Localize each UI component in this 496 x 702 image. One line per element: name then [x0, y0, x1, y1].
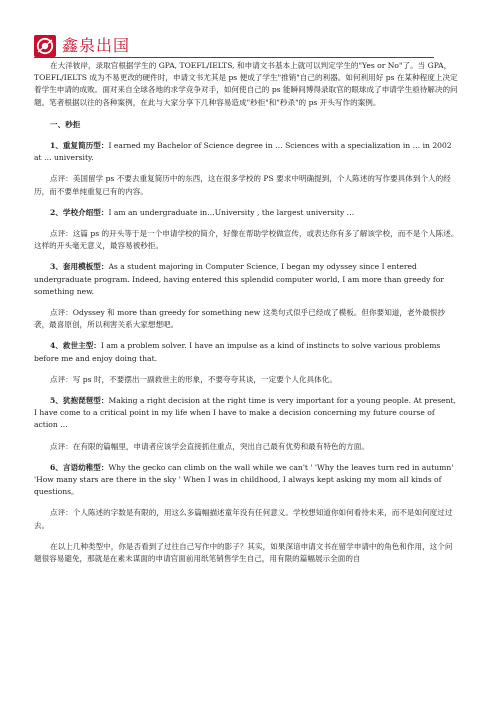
- article-body: [34, 60, 460, 565]
- comment-item-1: 点评：美国留学 ps 不要去重复简历中的东西，这在很多学校的 PS 要求中明确提到，个人陈述的写作要具体到个人的经历，而不要单纯重复已有的内容。: [34, 174, 451, 196]
- item-example: I am a problem solver. I have an impulse as a kind of instincts to solve various problems before me and enjoy doing that.: [34, 341, 441, 363]
- example-item-2: [34, 207, 460, 219]
- item-example: Why the gecko can climb on the wall while we can't ' 'Why the leaves turn red in autumn' 'How many stars are there in the sky ' When I was in childhood, I always kept asking my mom all kinds of questions。: [34, 462, 454, 497]
- item-label: 5、犹抱琵琶型：: [50, 396, 109, 406]
- item-label: 1、重复简历型：: [50, 141, 109, 151]
- example-item-4: [34, 340, 460, 364]
- comment-item-5: 点评：在有限的篇幅里，申请者应该学会直接抓住重点，突出自己最有优势和最有特色的方面。: [50, 441, 369, 451]
- circular-seal-logo-icon: [34, 35, 56, 57]
- item-example: Making a right decision at the right time is very important for a young people. At present, I have come to a critical point in my life when I have to make a decision concerning my future course of action …: [34, 396, 456, 430]
- example-item-3: [34, 261, 460, 298]
- intro-paragraph: 在大洋彼岸，录取官根据学生的 GPA, TOEFL/IELTS, 和申请文书基本上就可以判定学生的"Yes or No"了。当 GPA，TOEFL/IELTS 成为不易更改的硬件时，申请文书尤其是 ps 便成了学生"推销"自己的利器。如何利用好 ps 在某种程度上决定着学生申请的成败。面对来自全球各地的求学竞争对手，如何使自己的 ps 能瞬间博得录取官的眼球成了申请学生亟待解决的问题。笔者根据以往的各种案例，在此与大家分享下几种容易造成"秒拒"和"秒杀"的 ps 开头写作的案例。: [34, 61, 458, 107]
- item-example: I am an undergraduate in…University , the largest university …: [108, 207, 355, 217]
- example-item-6: [34, 462, 460, 499]
- section-heading: 一、秒拒: [50, 119, 81, 129]
- comment-item-2: 点评：这篇 ps 的开头等于是一个申请学校的简介，好像在帮助学校做宣传，或表达你有多了解该学校，而不是个人陈述。这样的开头毫无意义，最容易被秒拒。: [34, 229, 459, 251]
- item-label: 3、套用模板型：: [50, 262, 109, 272]
- item-label: 2、学校介绍型：: [50, 207, 109, 217]
- closing-paragraph: 在以上几种类型中，你是否看到了过往自己写作中的影子？其实，如果深谙申请文书在留学申请中的角色和作用，这个问题很容易避免，那就是在素未谋面的申请官面前用纸笔销售学生自己，用有限的篇幅展示全面的自: [34, 541, 453, 564]
- item-label: 6、言语幼稚型：: [50, 462, 109, 472]
- item-label: 4、救世主型：: [50, 341, 101, 351]
- header-divider: [34, 57, 434, 58]
- item-example: As a student majoring in Computer Science, I began my odyssey since I entered undergraduate program. Indeed, having entered this splendid computer world, I am more than greedy for something new.: [34, 262, 444, 296]
- example-item-5: [34, 395, 460, 432]
- comment-item-6: 点评：个人陈述的字数是有限的，用这么多篇幅描述童年没有任何意义。学校想知道你如何看待未来，而不是如何度过过去。: [34, 508, 453, 530]
- brand-logo: [34, 35, 130, 57]
- example-item-1: [34, 140, 460, 164]
- comment-item-4: 点评：写 ps 时，不要摆出一副救世主的形象，不要夸夸其谈，一定要个人化具体化。: [50, 374, 337, 384]
- brand-name: 鑫泉出国: [62, 36, 131, 55]
- item-example: I earned my Bachelor of Science degree in … Sciences with a specialization in … in 2002 at … university.: [34, 141, 452, 163]
- comment-item-3: 点评：Odyssey 和 more than greedy for something new 这类句式似乎已经成了模板。但你要知道，老外最恨抄袭，最喜原创，所以利害关系大家想想吧。: [34, 308, 445, 330]
